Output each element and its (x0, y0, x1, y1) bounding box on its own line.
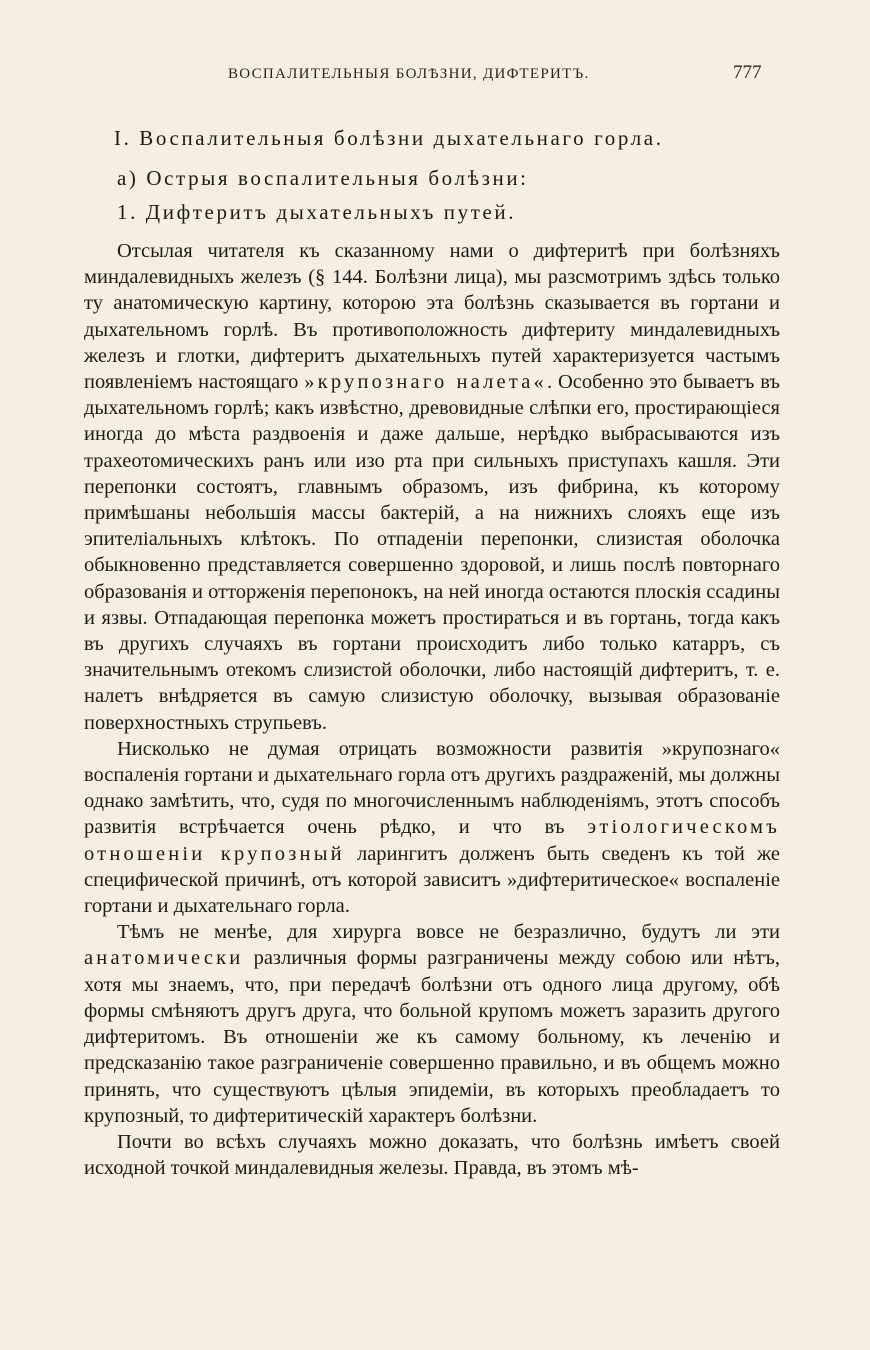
paragraph-2-text-c: ларингитъ долженъ быть сведенъ къ той же специфической причинѣ, отъ которой зависитъ »дифтеритическое« воспаленіе гортани и дыхательнаго горла. (84, 842, 780, 918)
running-header: ВОСПАЛИТЕЛЬНЫЯ БОЛѢЗНИ, ДИФТЕРИТЪ. (228, 66, 590, 82)
paragraph-3-text-a: Тѣмъ не менѣе, для хирурга вовсе не безразлично, будутъ ли эти (117, 921, 780, 944)
paragraph-4-text-a: Почти во всѣхъ случаяхъ можно доказать, что болѣзнь имѣетъ своей исходной точкой миндалевидныя железы. Правда, въ этомъ мѣ- (84, 1130, 780, 1180)
paragraph-1-spaced-term: »крупознаго налета« (304, 371, 547, 394)
paragraph-3-spaced-term: анатомически (84, 947, 244, 970)
paragraph-1 (84, 238, 780, 736)
paragraph-1-text-a: Отсылая читателя къ сказанному нами о дифтеритѣ при болѣзняхъ миндалевидныхъ железъ (§ 144. Болѣзни лица), мы разсмотримъ здѣсь только ту анатомическую картину, которою эта болѣзнь сказывается въ гортани и дыхательномъ горлѣ. Въ противоположность дифтериту миндалевидныхъ железъ и глотки, дифтеритъ дыхательныхъ путей характеризуется частымъ появленіемъ настоящаго (84, 240, 780, 394)
paragraph-4 (84, 1129, 780, 1181)
body-text (84, 238, 780, 1181)
topic-heading: 1. Дифтеритъ дыхательныхъ путей. (117, 200, 517, 224)
page-number: 777 (733, 62, 762, 83)
paragraph-2-text-a: Нисколько не думая отрицать возможности развитія »крупознаго« воспаленія гортани и дыхательнаго горла отъ другихъ раздраженій, мы должны однако замѣтить, что, судя по многочисленнымъ наблюденіямъ, этотъ способъ развитія встрѣчается очень рѣдко, и что въ (84, 737, 780, 839)
paragraph-3-text-c: различныя формы разграничены между собою или нѣтъ, хотя мы знаемъ, что, при передачѣ болѣзни отъ одного лица другому, обѣ формы смѣняютъ другъ друга, что больной крупомъ можетъ заразить другого дифтеритомъ. Въ отношеніи же къ самому больному, къ леченію и предсказанію такое разграниченіе совершенно правильно, и въ общемъ можно принять, что существуютъ цѣлыя эпидеміи, въ которыхъ преобладаетъ то крупозный, то дифтеритическій характеръ болѣзни. (84, 947, 780, 1127)
paragraph-3 (84, 919, 780, 1129)
subsection-heading: а) Острыя воспалительныя болѣзни: (117, 166, 529, 190)
paragraph-2 (84, 736, 780, 919)
paragraph-2-spaced-term: этіологическомъ отношеніи крупозный (84, 816, 780, 865)
section-heading: I. Воспалительныя болѣзни дыхательнаго горла. (114, 126, 664, 150)
paragraph-1-text-c: . Особенно это бываетъ въ дыхательномъ горлѣ; какъ извѣстно, древовидные слѣпки его, простирающіеся иногда до мѣста раздвоенія и даже дальше, нерѣдко выбрасываются изъ трахеотомическихъ ранъ или изо рта при сильныхъ приступахъ кашля. Эти перепонки состоятъ, главнымъ образомъ, изъ фибрина, къ которому примѣшаны небольшія массы бактерій, а на нижнихъ слояхъ еще изъ эпителіальныхъ клѣтокъ. По отпаденіи перепонки, слизистая оболочка обыкновенно представляется совершенно здоровой, и лишь послѣ повторнаго образованія и отторженія перепонокъ, на ней иногда остаются плоскія ссадины и язвы. Отпадающая перепонка можетъ простираться и въ гортань, тогда какъ въ другихъ случаяхъ въ гортани происходитъ либо только катарръ, съ значительнымъ отекомъ слизистой оболочки, либо настоящій дифтеритъ, т. е. налетъ внѣдряется въ самую слизистую оболочку, вызывая образованіе поверхностныхъ струпьевъ. (84, 371, 780, 734)
